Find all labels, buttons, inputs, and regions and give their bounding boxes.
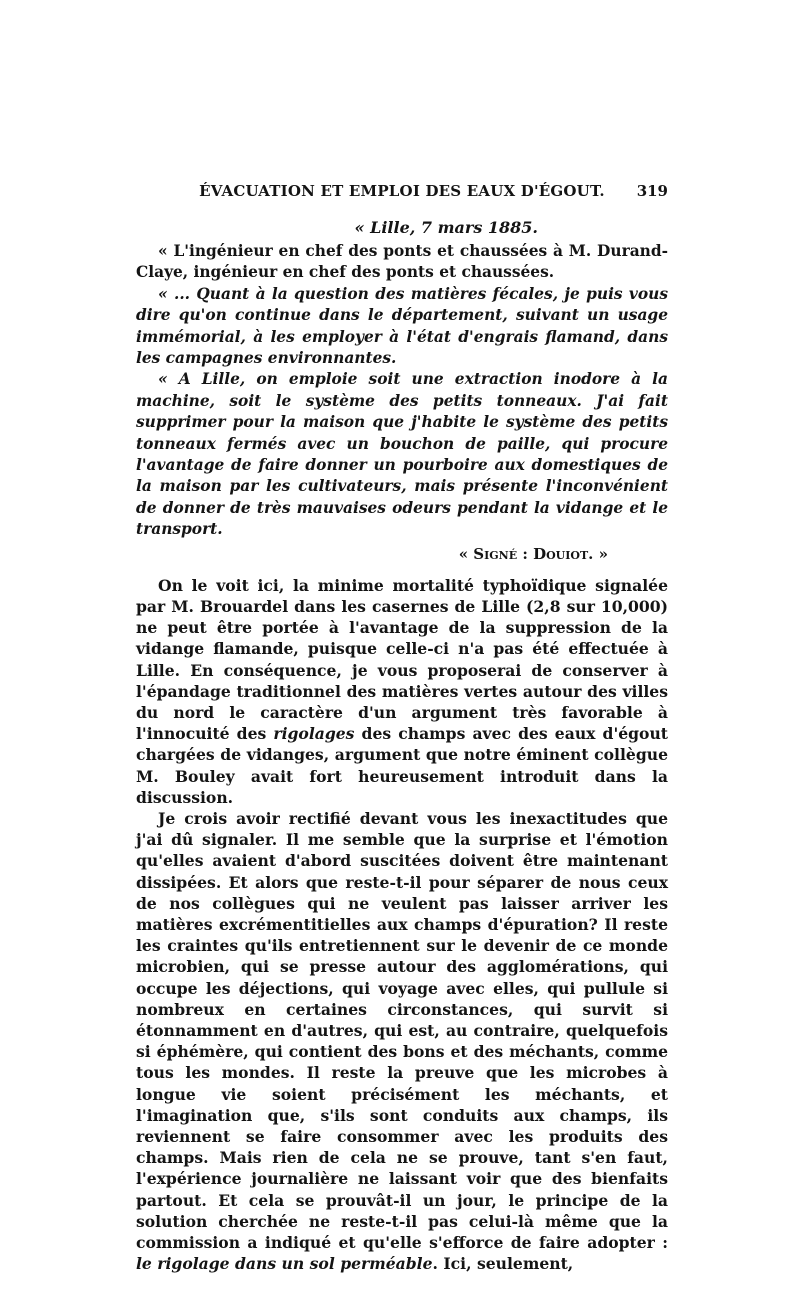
letter-paragraph: « A Lille, on emploie soit une extraction inodore à la machine, soit le système des petits tonneaux. J'ai fait supprimer pour la maison que j'habite le système des petits tonneaux fermés avec un bouchon de paille, qui procure l'avantage de faire donner un pourboire aux domestiques de la maison par les cultivateurs, mais présente l'inconvénient de donner de très mauvaises odeurs pendant la vidange et le transport. (136, 370, 668, 539)
running-title: ÉVACUATION ET EMPLOI DES EAUX D'ÉGOUT. (199, 182, 605, 200)
body-text (136, 575, 668, 1275)
body-text-run: des champs avec des eaux d'égout chargées de vidanges, argument que notre éminent collègue M. Bouley avait fort heureusement introduit dans la discussion. (136, 724, 668, 807)
emphasis-phrase: le rigolage dans un sol perméable (136, 1254, 433, 1274)
letter-paragraph: « ... Quant à la question des matières fécales, je puis vous dire qu'on continue dans le département, suivant un usage immémorial, à les employer à l'état d'engrais flamand, dans les campagnes environnantes. (136, 284, 668, 368)
book-page (136, 182, 668, 1274)
letter-dateline: « Lille, 7 mars 1885. (354, 218, 538, 237)
body-text-run: On le voit ici, la minime mortalité typhoïdique signalée par M. Brouardel dans les casernes de Lille (2,8 sur 10,000) ne peut être portée à l'avantage de la suppression de la vidange flamande, puisque celle-ci n'a pas été effectuée à Lille. En conséquence, je vous proposerai de conserver à l'épandage traditionnel des matières vertes autour des villes du nord le caractère d'un argument très favorable à l'innocuité des (136, 575, 668, 744)
emphasis-term: rigolages (273, 724, 355, 744)
letter-signature: « Signé : Douiot. » (458, 544, 608, 563)
running-header (136, 182, 668, 212)
quoted-letter (136, 241, 668, 541)
body-text-run: Je crois avoir rectifié devant vous les inexactitudes que j'ai dû signaler. Il me semble que la surprise et l'émotion qu'elles avaient d'abord suscitées doivent être maintenant dissipées. Et alors que reste-t-il pour séparer de nous ceux de nos collègues qui ne veulent pas laisser arriver les matières excrémentitielles aux champs d'épuration? Il reste les craintes qu'ils entretiennent sur le devenir de ce monde microbien, qui se presse autour des agglomérations, qui occupe les déjections, qui voyage avec elles, qui pullule si nombreux en certaines circonstances, qui survit si étonnamment en d'autres, qui est, au contraire, quelquefois si éphémère, qui contient des bons et des méchants, comme tous les mondes. Il reste la preuve que les microbes à longue vie soient précisément les méchants, et l'imagination que, s'ils sont conduits aux champs, ils reviennent se faire consommer avec les produits des champs. Mais rien de cela ne se prouve, tant s'en faut, l'expérience journalière ne laissant voir que des bienfaits partout. Et cela se prouvât-il un jour, le principe de la solution cherchée ne reste-t-il pas celui-là même que la commission a indiqué et qu'elle s'efforce de faire adopter : (136, 808, 668, 1252)
body-paragraph (136, 808, 668, 1274)
body-paragraph (136, 575, 668, 808)
letter-address: « L'ingénieur en chef des ponts et chaussées à M. Durand-Claye, ingénieur en chef des ponts et chaussées. (136, 242, 668, 282)
body-text-run: . Ici, seulement, (432, 1254, 574, 1274)
page-number: 319 (636, 182, 668, 200)
